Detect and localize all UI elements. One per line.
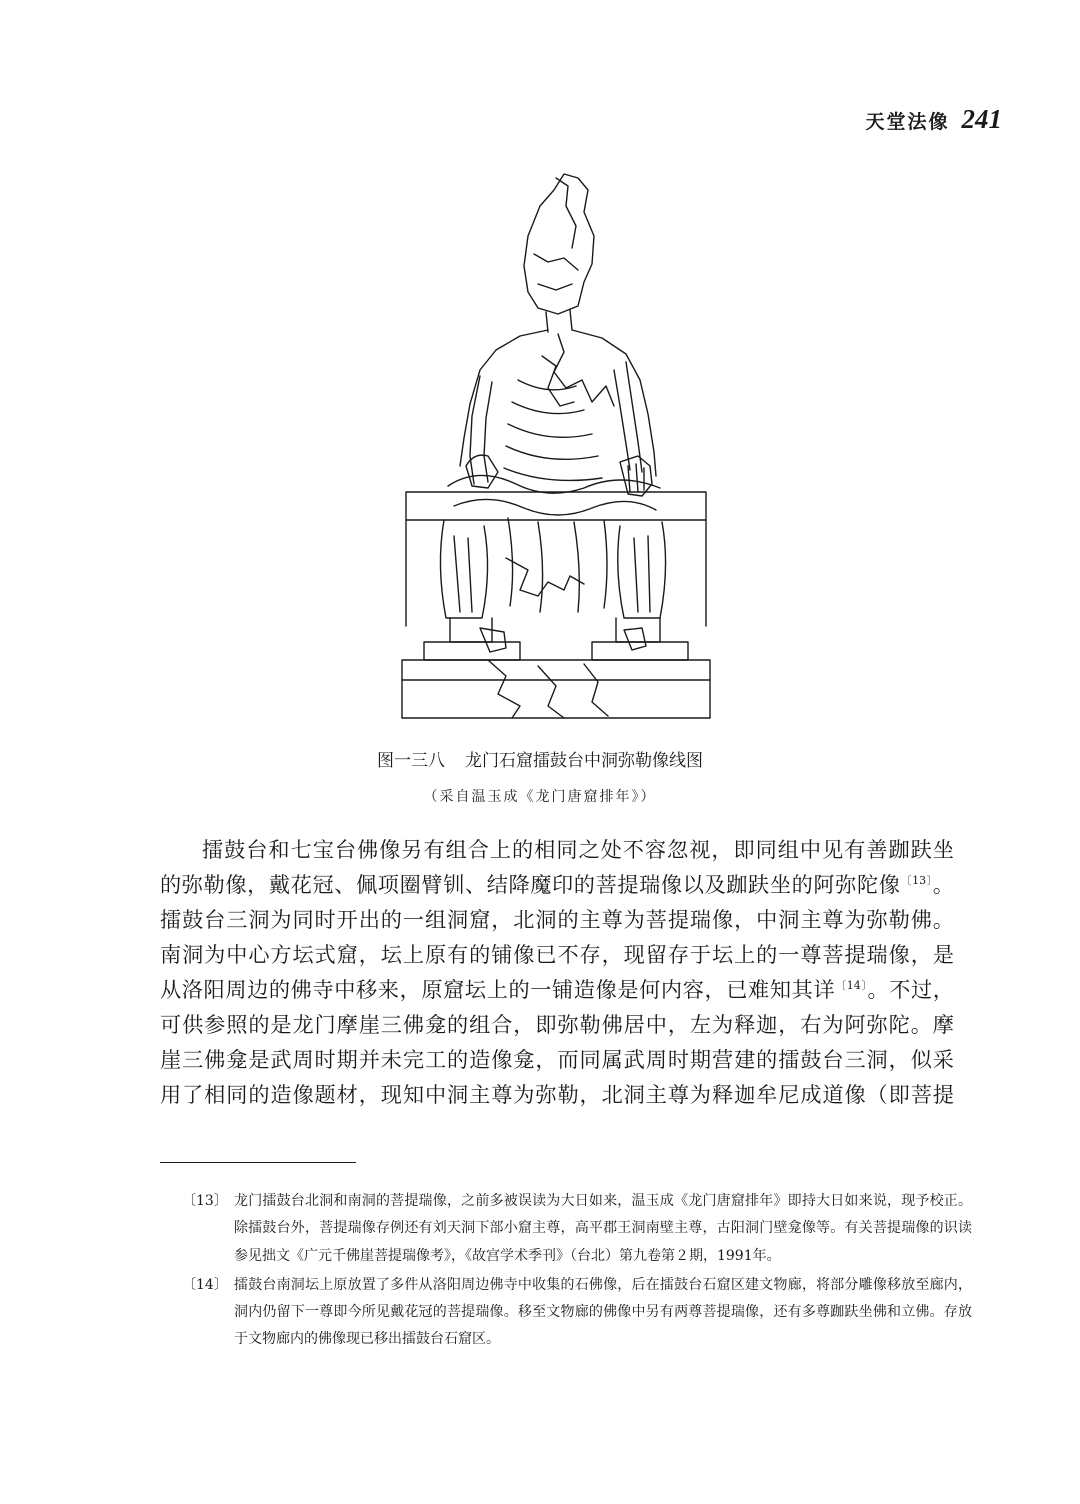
footnote-text: 擂鼓台南洞坛上原放置了多件从洛阳周边佛寺中收集的石佛像，后在擂鼓台石窟区建文物廊，将部分雕像移放至廊内，洞内仍留下一尊即今所见戴花冠的菩提瑞像。移至文物廊的佛像中另有两尊菩提瑞像，还有多尊跏趺坐佛和立佛。存放于文物廊内的佛像现已移出擂鼓台石窟区。 [234, 1276, 972, 1348]
body-line: 擂鼓台三洞为同时开出的一组洞窟，北洞的主尊为菩提瑞像，中洞主尊为弥勒佛。 [160, 907, 954, 932]
body-line: 的弥勒像，戴花冠、佩项圈臂钏、结降魔印的菩提瑞像以及跏趺坐的阿弥陀像$^{〔13〕}$。 [160, 872, 954, 897]
body-line: 从洛阳周边的佛寺中移来，原窟坛上的一铺造像是何内容，已难知其详$^{〔14〕}$。不过， [160, 977, 954, 1002]
maitreya-line-drawing [388, 166, 724, 726]
figure-number: 图一三八 [377, 751, 445, 771]
footnote-text: 龙门擂鼓台北洞和南洞的菩提瑞像，之前多被误读为大日如来，温玉成《龙门唐窟排年》即持大日如来说，现予校正。除擂鼓台外，菩提瑞像存例还有刘天洞下部小窟主尊，高平郡王洞南壁主尊，古阳洞门壁龛像等。有关菩提瑞像的识读参见拙文《广元千佛崖菩提瑞像考》，《故宫学术季刊》（台北）第九卷第２期，1991年。 [234, 1193, 972, 1264]
footnote-marker: 〔13〕 [182, 1193, 228, 1209]
running-head [865, 104, 1002, 135]
body-paragraph [160, 832, 954, 1112]
body-line: 擂鼓台和七宝台佛像另有组合上的相同之处不容忽视，即同组中见有善跏趺坐 [202, 837, 954, 862]
footnote-divider [160, 1162, 356, 1163]
footnote-ref-13: 〔13〕 [900, 873, 933, 887]
body-line: 南洞为中心方坛式窟，坛上原有的铺像已不存，现留存于坛上的一尊菩提瑞像，是 [160, 942, 954, 967]
footnotes [182, 1188, 972, 1356]
running-title: 天堂法像 [865, 111, 950, 133]
body-line: 用了相同的造像题材，现知中洞主尊为弥勒，北洞主尊为释迦牟尼成道像（即菩提 [160, 1082, 954, 1107]
body-line: 可供参照的是龙门摩崖三佛龛的组合，即弥勒佛居中，左为释迦，右为阿弥陀。摩 [160, 1012, 954, 1037]
body-line: 崖三佛龛是武周时期并未完工的造像龛，而同属武周时期营建的擂鼓台三洞，似采 [160, 1047, 954, 1072]
footnote-marker: 〔14〕 [182, 1276, 228, 1293]
footnote-13 [182, 1188, 972, 1270]
footnote-14 [182, 1272, 972, 1354]
figure-title: 龙门石窟擂鼓台中洞弥勒像线图 [465, 751, 703, 771]
page-number: 241 [961, 104, 1002, 134]
figure-source: （采自温玉成《龙门唐窟排年》） [423, 789, 657, 805]
footnote-ref-14: 〔14〕 [835, 978, 868, 992]
figure-caption [0, 746, 1080, 771]
